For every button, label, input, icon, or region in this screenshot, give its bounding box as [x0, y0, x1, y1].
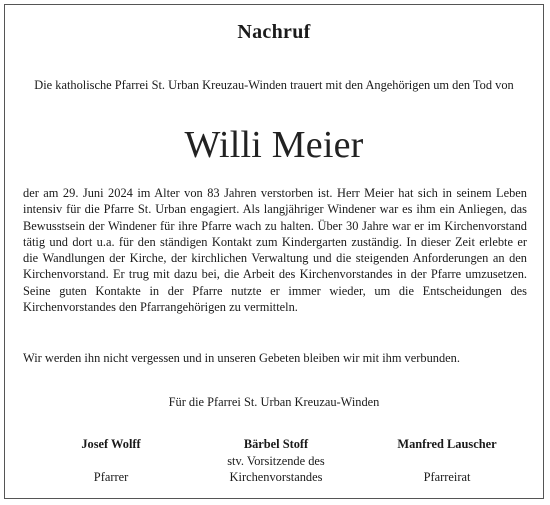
signatory-priest	[31, 436, 191, 486]
signatory-deputy-chair	[196, 436, 356, 486]
signatory-name: Manfred Lauscher	[397, 437, 497, 451]
deceased-name: Willi Meier	[184, 124, 364, 166]
intro-text: Die katholische Pfarrei St. Urban Kreuzau-Winden trauert mit den Angehörigen um den Tod von	[34, 78, 514, 92]
obituary-notice	[4, 4, 544, 499]
on-behalf-line: Für die Pfarrei St. Urban Kreuzau-Winden	[168, 395, 380, 409]
body-line: der am 29. Juni 2024 im Alter von 83 Jahren verstorben ist. Herr Meier hat sich in seinem Leben	[23, 186, 527, 200]
closing-statement: Wir werden ihn nicht vergessen und in unseren Gebeten bleiben wir mit ihm verbunden.	[23, 351, 460, 365]
body-line: tätig und dort u.a. für den ständigen Kontakt zum Kindergarten zuständig. In dieser Zeit erlebte er	[23, 234, 527, 249]
body-line: Bewusstsein der Windener für ihre Pfarre wach zu halten. Über 30 Jahre war er im Kirchenvorstand	[23, 218, 527, 233]
signatory-role: Pfarrer	[93, 470, 129, 484]
signatory-role: stv. Vorsitzende des	[227, 453, 325, 468]
signatory-name: Bärbel Stoff	[243, 437, 309, 451]
notice-heading: Nachruf	[237, 21, 311, 43]
signatory-parish-council	[367, 436, 527, 486]
body-line: Kirchenvorstand. Er trug mit dazu bei, die Arbeit des Kirchenvorstandes in der Pfarre umzusetzen.	[23, 267, 527, 282]
body-line: intensiv für die Pfarre St. Urban engagiert. Als langjähriger Windener war es ihm ein Anliegen, das	[23, 202, 527, 217]
obituary-body	[23, 185, 527, 315]
body-line: Seine guten Kontakte in der Pfarre nutzte er immer wieder, um die Entscheidungen des	[23, 283, 527, 298]
body-line: Kirchenvorstandes den Pfarrangehörigen zu vermitteln.	[23, 300, 298, 315]
signatory-name: Josef Wolff	[81, 437, 141, 451]
body-line: die Wandlungen der Kirche, der kirchlichen Verwaltung und die steigenden Anforderungen an den	[23, 251, 527, 266]
signatory-role: Pfarreirat	[423, 470, 471, 484]
signatory-role: Kirchenvorstandes	[229, 470, 323, 484]
